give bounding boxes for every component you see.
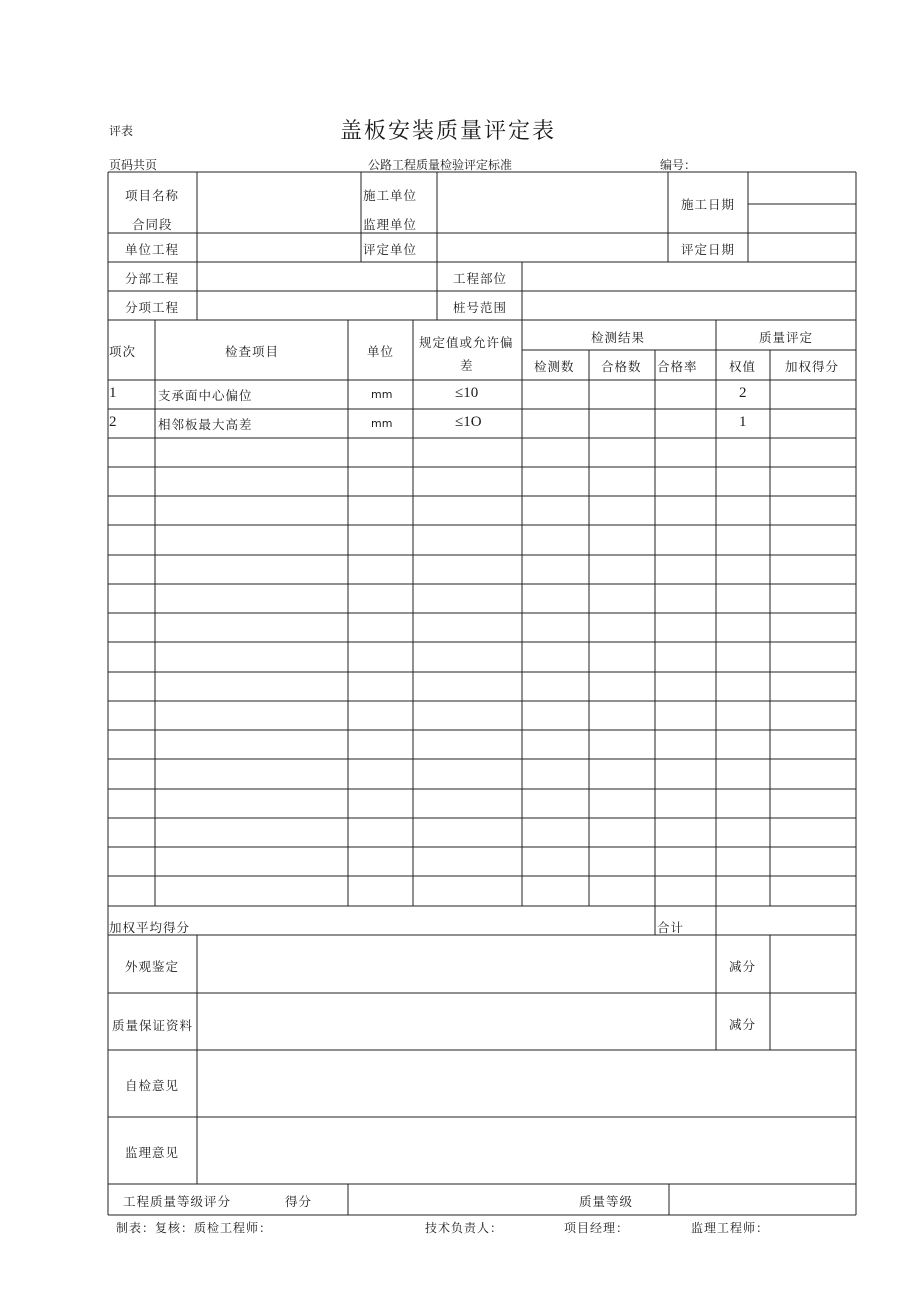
label-quality-grade: 质量等级 bbox=[579, 1194, 634, 1209]
label-contract-section: 合同段 bbox=[132, 217, 173, 232]
label-deduction-2: 减分 bbox=[729, 1017, 757, 1032]
label-appearance: 外观鉴定 bbox=[125, 959, 180, 974]
label-grade-score: 工程质量等级评分 bbox=[123, 1194, 232, 1209]
row-1-item: 支承面中心偏位 bbox=[158, 388, 253, 403]
label-deduction-1: 减分 bbox=[729, 959, 757, 974]
label-weighted-avg: 加权平均得分 bbox=[109, 920, 191, 935]
label-total: 合计 bbox=[657, 920, 685, 935]
header-spec-line2: 差 bbox=[460, 358, 474, 373]
row-2-spec: ≤1O bbox=[455, 414, 482, 430]
header-unit: 单位 bbox=[367, 344, 395, 359]
label-item-project: 分项工程 bbox=[125, 300, 180, 315]
header-pass-rate: 合格率 bbox=[657, 359, 698, 374]
serial-label: 编号： bbox=[660, 158, 697, 172]
row-1-weight: 2 bbox=[739, 385, 747, 401]
row-1-spec: ≤10 bbox=[455, 385, 479, 401]
standard-label: 公路工程质量检验评定标准 bbox=[368, 158, 513, 172]
row-2-unit: mm bbox=[371, 417, 393, 430]
header-spec-line1: 规定值或允许偏 bbox=[419, 335, 514, 350]
header-passed-count: 合格数 bbox=[601, 359, 642, 374]
label-supervision-opinion: 监理意见 bbox=[125, 1145, 180, 1160]
footer-tech-lead: 技术负责人： bbox=[425, 1221, 504, 1235]
form-code: 评表 bbox=[109, 124, 134, 138]
row-2-seq: 2 bbox=[109, 414, 117, 430]
label-quality-docs: 质量保证资料 bbox=[112, 1018, 194, 1033]
label-evaluation-date: 评定日期 bbox=[681, 242, 736, 257]
label-self-check: 自检意见 bbox=[125, 1078, 180, 1093]
header-seq: 项次 bbox=[109, 344, 137, 359]
label-construction-date: 施工日期 bbox=[681, 197, 736, 212]
page-title: 盖板安装质量评定表 bbox=[340, 119, 557, 144]
label-station-range: 桩号范围 bbox=[453, 300, 508, 315]
row-1-seq: 1 bbox=[109, 385, 117, 401]
header-item: 检查项目 bbox=[225, 344, 280, 359]
row-2-weight: 1 bbox=[739, 414, 747, 430]
footer-supervisor: 监理工程师： bbox=[691, 1221, 770, 1235]
header-inspected-count: 检测数 bbox=[534, 359, 575, 374]
label-project-name: 项目名称 bbox=[125, 188, 180, 203]
header-weight: 权值 bbox=[729, 359, 757, 374]
label-evaluation-unit: 评定单位 bbox=[363, 242, 418, 257]
header-results: 检测结果 bbox=[591, 330, 646, 345]
header-weighted-score: 加权得分 bbox=[785, 359, 840, 374]
label-score: 得分 bbox=[285, 1194, 313, 1209]
label-subdivision-project: 分部工程 bbox=[125, 271, 180, 286]
label-supervision-unit: 监理单位 bbox=[363, 217, 418, 232]
label-construction-unit: 施工单位 bbox=[363, 188, 418, 203]
footer-prepared: 制表：复核：质检工程师： bbox=[116, 1221, 273, 1235]
page-info: 页码共页 bbox=[109, 158, 158, 172]
footer-project-manager: 项目经理： bbox=[564, 1221, 630, 1235]
row-2-item: 相邻板最大高差 bbox=[158, 417, 253, 432]
label-works-department: 工程部位 bbox=[453, 271, 508, 286]
row-1-unit: mm bbox=[371, 388, 393, 401]
label-unit-project: 单位工程 bbox=[125, 242, 180, 257]
header-quality-eval: 质量评定 bbox=[759, 330, 814, 345]
